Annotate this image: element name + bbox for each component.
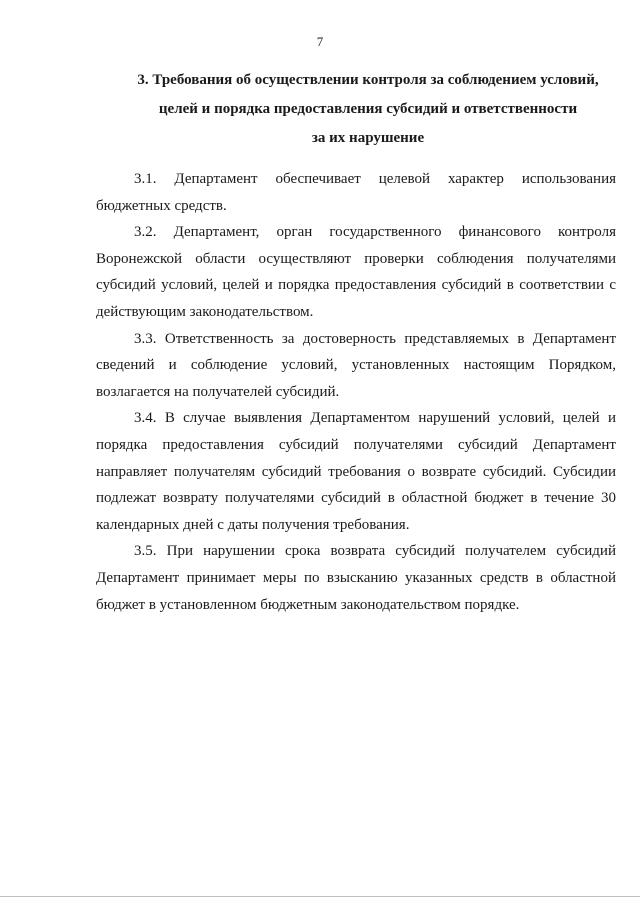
paragraph-3-4: 3.4. В случае выявления Департаментом нарушений условий, целей и порядка предоставления субсидий получателями субсидий Департамент направляет получателям субсидий требования о возврате субсидий. Субсидии подлежат возврату получателями субсидий в областной бюджет в течение 30 календарных дней с даты получения требования. — [96, 410, 616, 533]
section-heading — [118, 66, 618, 153]
page-bottom-edge — [0, 896, 640, 897]
section-heading-line-1: 3. Требования об осуществлении контроля за соблюдением условий, — [137, 72, 599, 88]
paragraph-3-2: 3.2. Департамент, орган государственного финансового контроля Воронежской области осуществляют проверки соблюдения получателями субсидий условий, целей и порядка предоставления субсидий в соответствии с действующим законодательством. — [96, 224, 616, 320]
paragraph-3-3: 3.3. Ответственность за достоверность представляемых в Департамент сведений и соблюдение условий, установленных настоящим Порядком, возлагается на получателей субсидий. — [96, 330, 616, 400]
section-heading-line-2: целей и порядка предоставления субсидий и ответственности — [158, 101, 578, 117]
section-body — [96, 166, 616, 618]
section-heading-line-3: за их нарушение — [311, 130, 425, 146]
page-number: 7 — [316, 34, 324, 49]
paragraph-3-1: 3.1. Департамент обеспечивает целевой характер использования бюджетных средств. — [96, 171, 616, 214]
paragraph-3-5: 3.5. При нарушении срока возврата субсидий получателем субсидий Департамент принимает меры по взысканию указанных средств в областной бюджет в установленном бюджетным законодательством порядке. — [96, 543, 616, 613]
